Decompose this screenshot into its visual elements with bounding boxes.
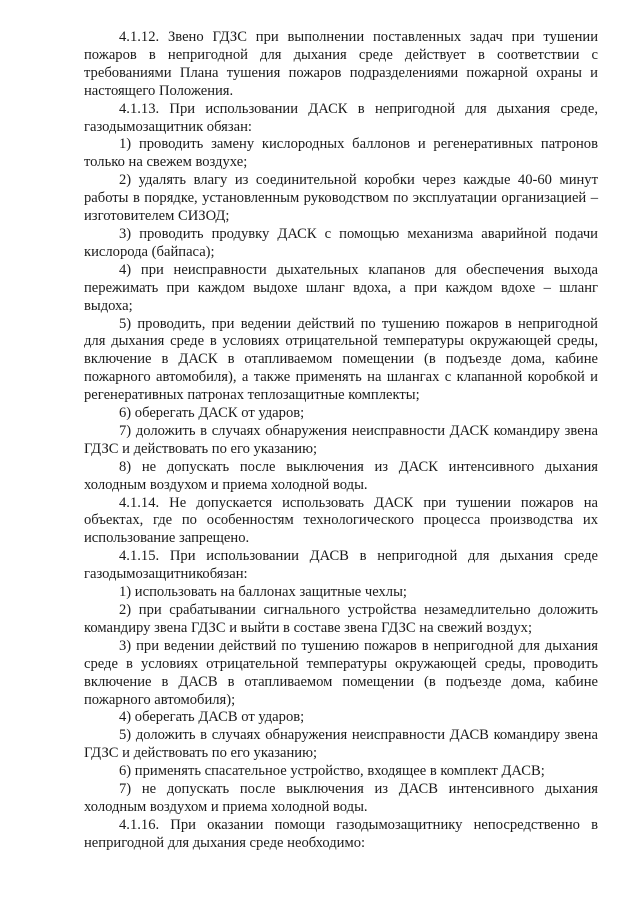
list-item-dasv-4: 4) оберегать ДАСВ от ударов; [119, 709, 305, 726]
list-item-dask-3: 3) проводить продувку ДАСК с помощью механизма аварийной подачи кислорода (байпаса); [84, 225, 598, 260]
paragraph-4-1-12: 4.1.12. Звено ГДЗС при выполнении поставленных задач при тушении пожаров в непригодной для дыхания среде действует в соответствии с требованиями Плана тушения пожаров подразделениями пожарной охраны и настоящего Положения. [84, 29, 598, 99]
list-item-dask-6: 6) оберегать ДАСК от ударов; [119, 405, 305, 422]
list-item-dasv-7: 7) не допускать после выключения из ДАСВ интенсивного дыхания холодным воздухом и приема холодной воды. [84, 781, 598, 815]
list-item-dasv-3: 3) при ведении действий по тушению пожаров в непригодной для дыхания среде в условиях отрицательной температуры окружающей среды, проводить включение в ДАСВ в отапливаемом помещении (в подъезде дома, кабине пожарного автомобиля); [84, 637, 598, 708]
list-item-dasv-5: 5) доложить в случаях обнаружения неисправности ДАСВ командиру звена ГДЗС и действовать по его указанию; [84, 727, 598, 762]
paragraph-4-1-15: 4.1.15. При использовании ДАСВ в непригодной для дыхания среде газодымозащитникобязан: [84, 548, 598, 583]
paragraph-4-1-16: 4.1.16. При оказании помощи газодымозащитнику непосредственно в непригодной для дыхания среде необходимо: [84, 816, 598, 851]
document-text [84, 29, 598, 853]
list-item-dask-5: 5) проводить, при ведении действий по тушению пожаров в непригодной для дыхания среде в условиях отрицательной температуры окружающей среды, включение в ДАСК в отапливаемом помещении (в подъезде дома, кабине пожарного автомобиля), а также применять на шлангах с клапанной коробкой и регенеративных патронах теплозащитные комплекты; [84, 315, 598, 404]
list-item-dask-2: 2) удалять влагу из соединительной коробки через каждые 40-60 минут работы в порядке, установленным руководством по эксплуатации организацией – изготовителем СИЗОД; [84, 172, 598, 225]
list-item-dasv-2: 2) при срабатывании сигнального устройства незамедлительно доложить командиру звена ГДЗС и выйти в составе звена ГДЗС на свежий воздух; [84, 602, 598, 636]
list-item-dask-1: 1) проводить замену кислородных баллонов и регенеративных патронов только на свежем воздухе; [84, 136, 598, 171]
paragraph-4-1-13: 4.1.13. При использовании ДАСК в непригодной для дыхания среде, газодымозащитник обязан: [84, 100, 598, 135]
list-item-dask-8: 8) не допускать после выключения из ДАСК интенсивного дыхания холодным воздухом и приема холодной воды. [84, 458, 598, 493]
list-item-dasv-6: 6) применять спасательное устройство, входящее в комплект ДАСВ; [119, 763, 545, 780]
list-item-dask-4: 4) при неисправности дыхательных клапанов для обеспечения выхода пережимать при каждом выдохе шланг вдоха, а при каждом вдохе – шланг выдоха; [84, 261, 598, 314]
paragraph-4-1-14: 4.1.14. Не допускается использовать ДАСК при тушении пожаров на объектах, где по особенностям технологического процесса производства их использование запрещено. [84, 494, 598, 547]
list-item-dask-7: 7) доложить в случаях обнаружения неисправности ДАСК командиру звена ГДЗС и действовать по его указанию; [84, 422, 598, 457]
list-item-dasv-1: 1) использовать на баллонах защитные чехлы; [119, 584, 407, 601]
